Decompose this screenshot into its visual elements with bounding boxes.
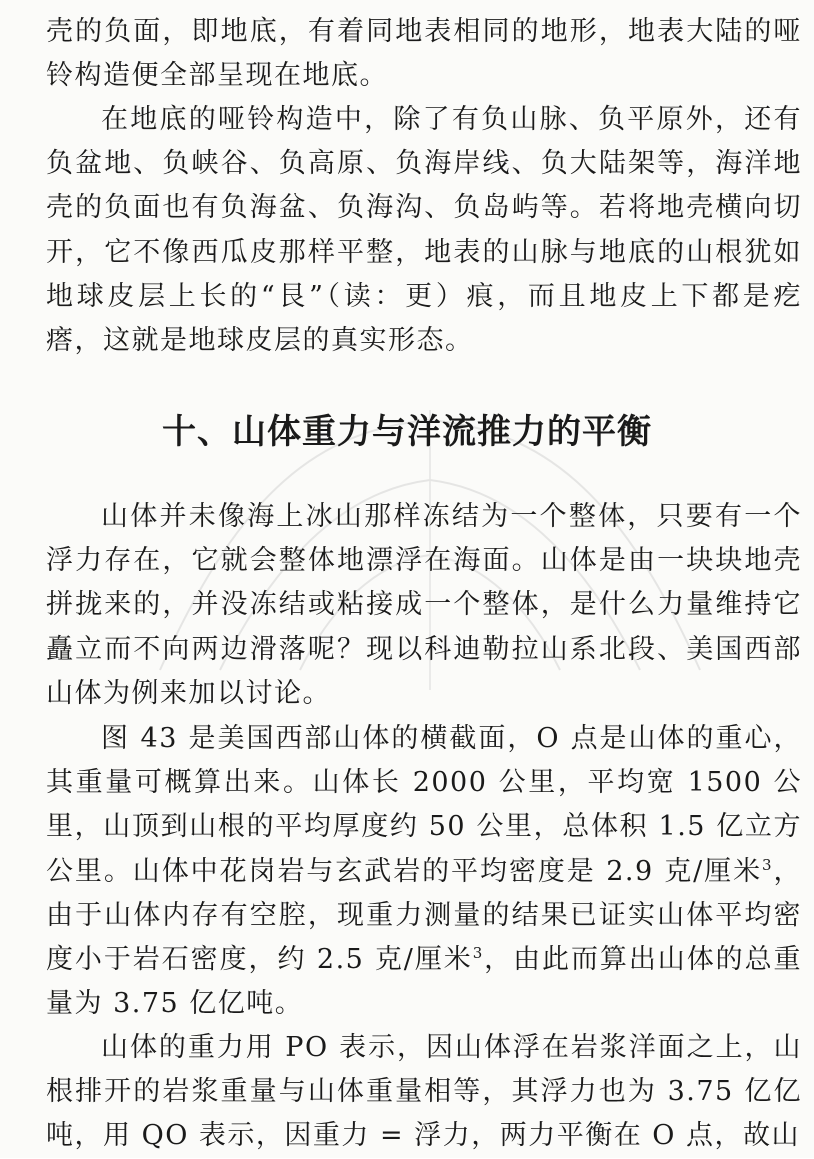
- text-run: ，由此而算出山体的总重量为 3.75 亿亿吨。: [46, 944, 803, 1020]
- superscript: 3: [762, 855, 774, 874]
- text-run: ，由于山体内存有空腔，现重力测量的结果已证实山体平均密度小于岩石密度，约 2.5 克/厘米: [46, 855, 803, 976]
- paragraph-gravity-buoyancy: 山体的重力用 PO 表示，因山体浮在岩浆洋面之上，山根排开的岩浆重量与山体重量相等，其浮力也为 3.75 亿亿吨，用 QO 表示，因重力 = 浮力，两力平衡在 O 点，故山: [46, 1032, 802, 1152]
- paragraph-underground-structure: 在地底的哑铃构造中，除了有负山脉、负平原外，还有负盆地、负峡谷、负高原、负海岸线、负大陆架等，海洋地壳的负面也有负海盆、负海沟、负岛屿等。若将地壳横向切开，它不像西瓜皮那样平整，地表的山脉与地底的山根犹如地球皮层上长的“艮”（读：更）痕，而且地皮上下都是疙瘩，这就是地球皮层的真实形态。: [46, 104, 802, 357]
- paragraph-figure-43: [46, 717, 802, 1026]
- text-run: 图 43 是美国西部山体的横截面，O 点是山体的重心，其重量可概算出来。山体长 2000 公里，平均宽 1500 公里，山顶到山根的平均厚度约 50 公里，总体积 1.5 亿立方公里。山体中花岗岩与玄武岩的平均密度是 2.9 克/厘米: [46, 723, 802, 887]
- paragraph-mountain-floating: 山体并未像海上冰山那样冻结为一个整体，只要有一个浮力存在，它就会整体地漂浮在海面。山体是由一块块地壳拼拢来的，并没冻结或粘接成一个整体，是什么力量维持它矗立而不向两边滑落呢？现以科迪勒拉山系北段、美国西部山体为例来加以讨论。: [46, 501, 802, 709]
- paragraph-continued: 壳的负面，即地底，有着同地表相同的地形，地表大陆的哑铃构造便全部呈现在地底。: [46, 16, 802, 92]
- superscript: 3: [472, 944, 484, 963]
- section-heading: 十、山体重力与洋流推力的平衡: [162, 412, 652, 452]
